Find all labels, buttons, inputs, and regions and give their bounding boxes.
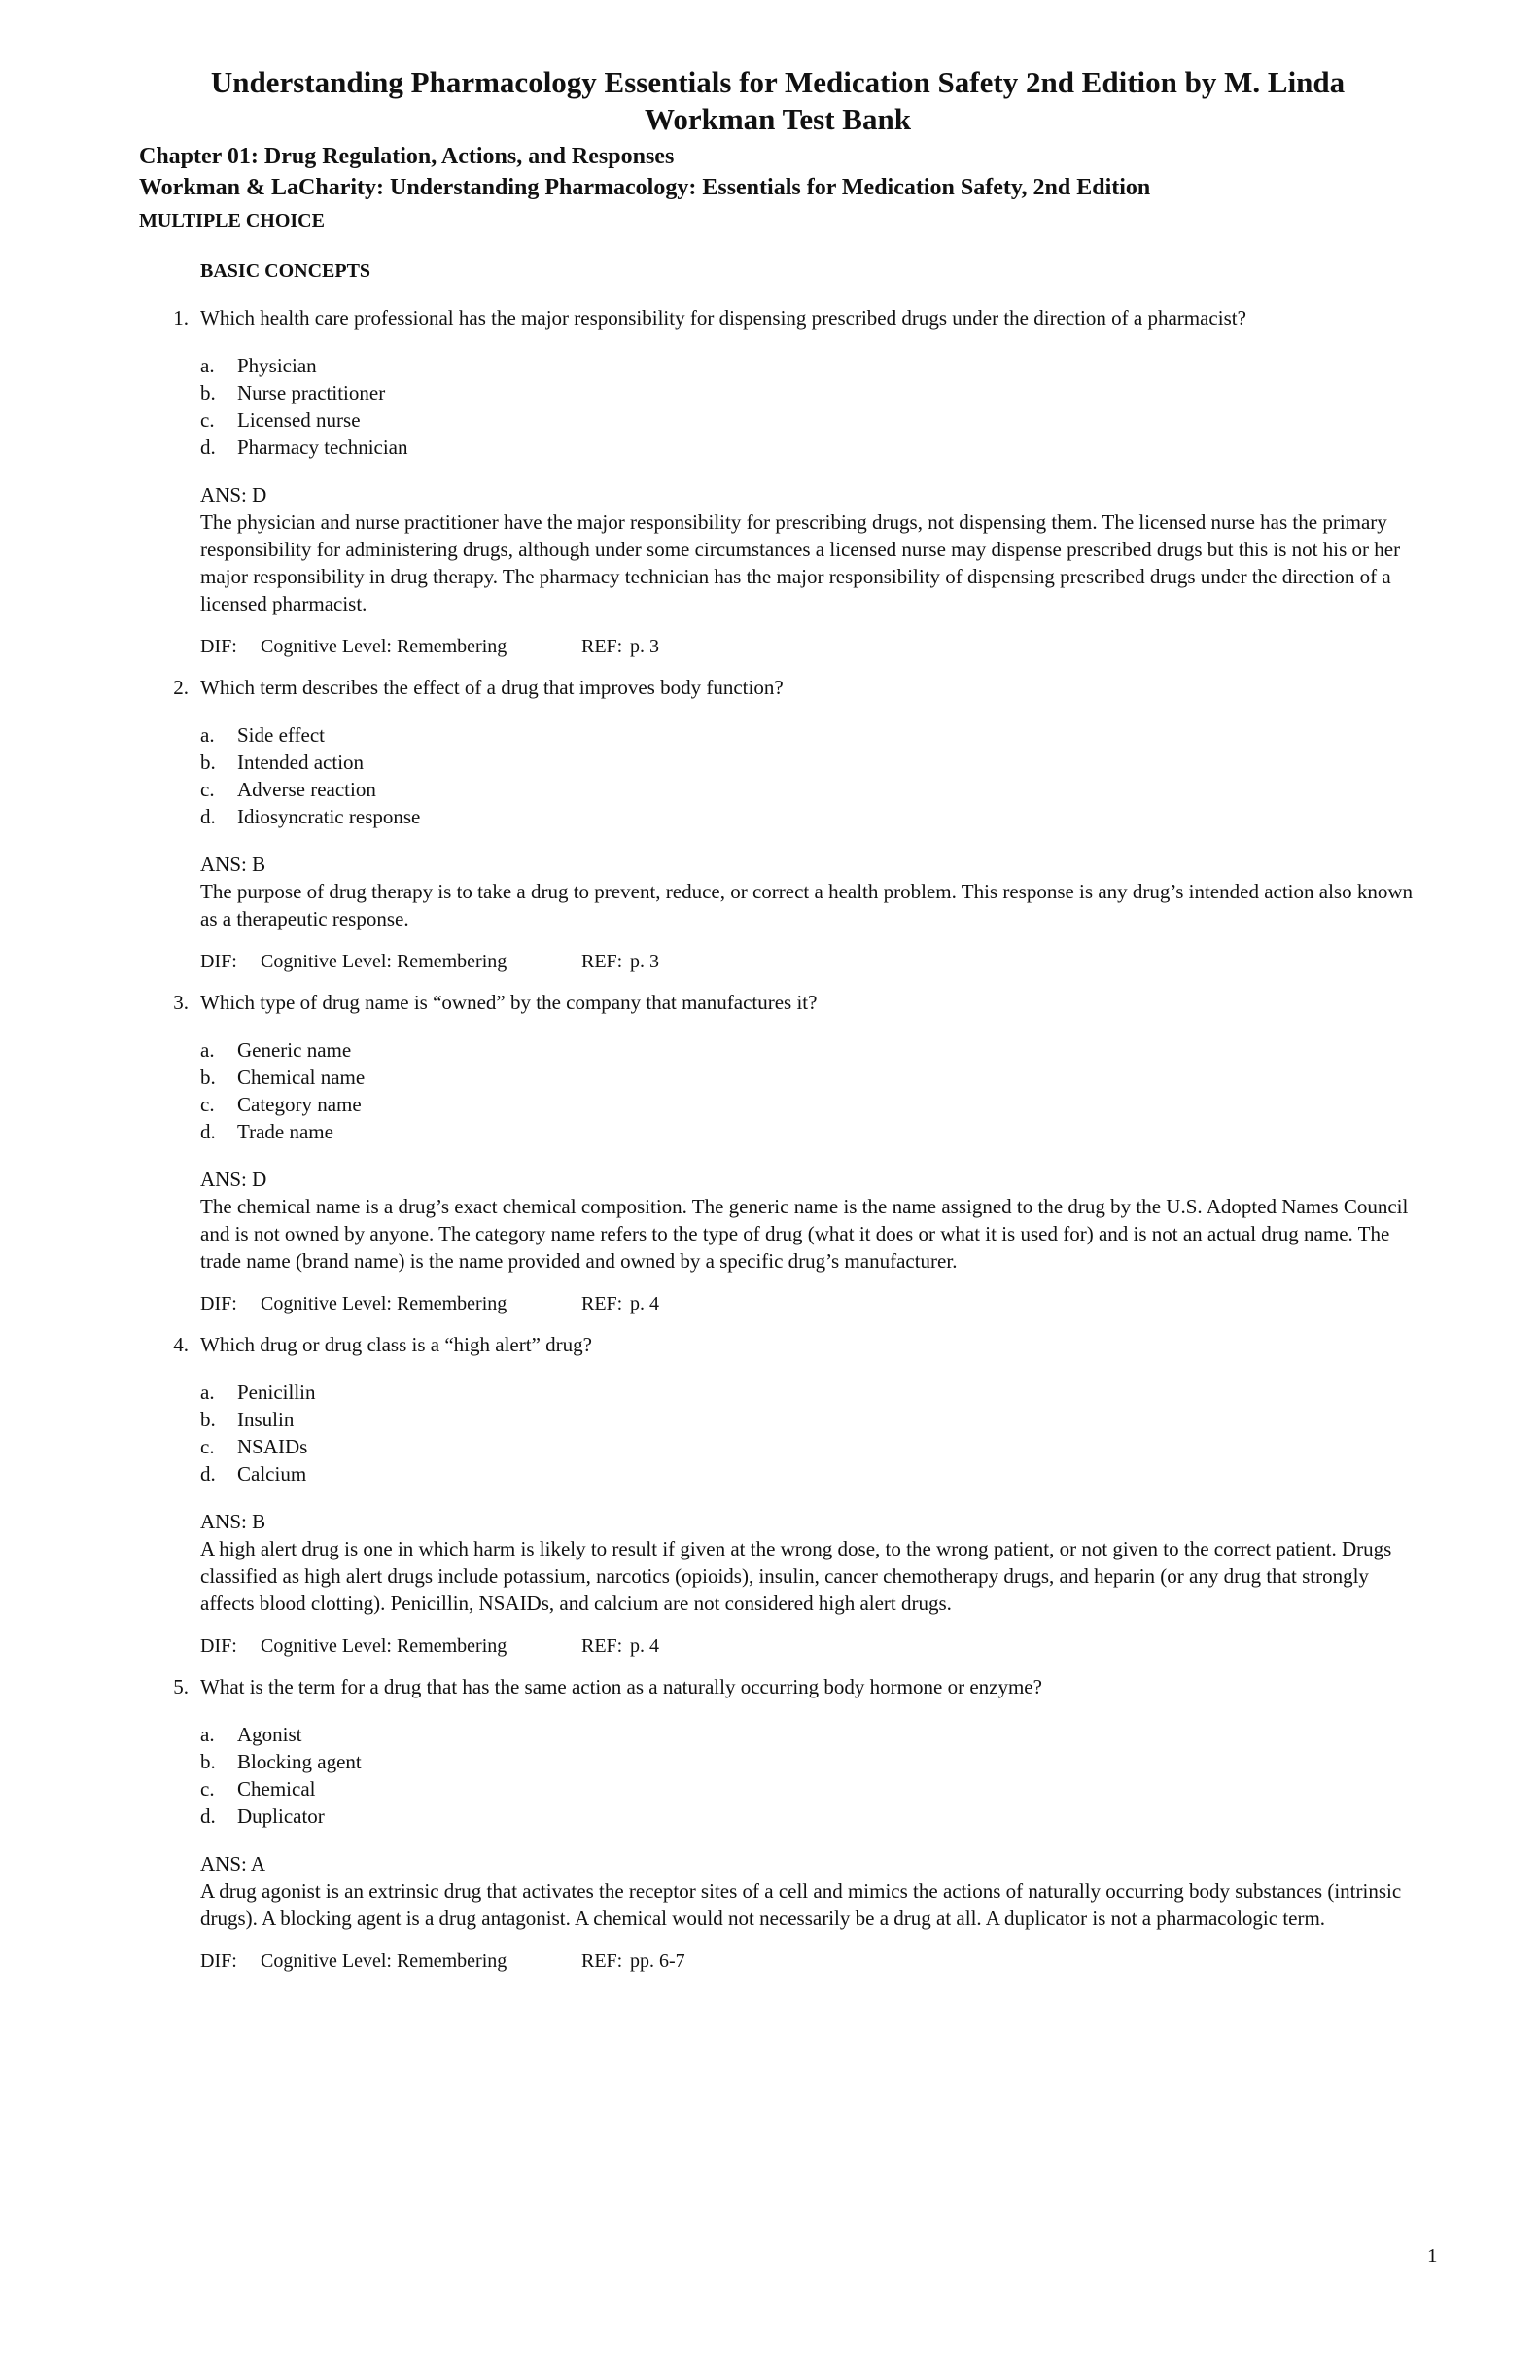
reference-page: pp. 6-7	[630, 1950, 685, 1972]
option-letter: d.	[200, 805, 216, 828]
reference-label: REF:	[581, 1950, 623, 1972]
option-text: Idiosyncratic response	[237, 805, 421, 828]
reference-label: REF:	[581, 951, 623, 972]
question-item	[0, 1331, 1540, 1660]
answer-options	[200, 352, 1540, 461]
difficulty-label: DIF:	[200, 1635, 237, 1657]
question-number: 5.	[173, 1675, 189, 1698]
question-number: 2.	[173, 676, 189, 699]
question-item	[0, 989, 1540, 1317]
option-letter: b.	[200, 751, 216, 774]
difficulty-label: DIF:	[200, 951, 237, 972]
answer-option	[200, 1721, 1540, 1748]
cognitive-level: Cognitive Level: Remembering	[261, 636, 508, 657]
answer-option	[200, 1748, 1540, 1775]
option-text: Generic name	[237, 1038, 352, 1062]
answer-option	[200, 1802, 1540, 1830]
option-text: Physician	[237, 354, 317, 377]
option-text: Chemical	[237, 1777, 316, 1801]
question-item	[0, 304, 1540, 660]
cognitive-level: Cognitive Level: Remembering	[261, 1293, 508, 1314]
difficulty-label: DIF:	[200, 636, 237, 657]
answer-option	[200, 803, 1540, 830]
answer-options	[200, 1721, 1540, 1830]
question-stem: Which term describes the effect of a drug that improves body function?	[200, 676, 784, 699]
answer-option	[200, 406, 1540, 434]
option-letter: c.	[200, 1777, 215, 1801]
answer-rationale: The chemical name is a drug’s exact chemical composition. The generic name is the name assigned to the drug by the U.S. Adopted Names Council and is not owned by anyone. The category name refers to the type of drug (what it does or what it is used for) and is not an actual drug name. The trade name (brand name) is the name provided and owned by a specific drug’s manufacturer.	[200, 1195, 1409, 1273]
option-text: Adverse reaction	[237, 778, 376, 801]
difficulty-label: DIF:	[200, 1950, 237, 1972]
option-letter: c.	[200, 408, 215, 432]
option-text: Blocking agent	[237, 1750, 362, 1773]
answer-key: ANS: D	[200, 483, 267, 507]
option-letter: b.	[200, 1066, 216, 1089]
option-text: Licensed nurse	[237, 408, 361, 432]
reference-page: p. 3	[630, 951, 659, 972]
answer-option	[200, 379, 1540, 406]
answer-rationale: The purpose of drug therapy is to take a drug to prevent, reduce, or correct a health problem. This response is any drug’s intended action also known as a therapeutic response.	[200, 880, 1413, 930]
question-number: 3.	[173, 991, 189, 1014]
option-letter: a.	[200, 1723, 215, 1746]
question-stem: Which drug or drug class is a “high alert” drug?	[200, 1333, 592, 1356]
difficulty-label: DIF:	[200, 1293, 237, 1314]
answer-option	[200, 749, 1540, 776]
answer-option	[200, 776, 1540, 803]
question-stem: What is the term for a drug that has the same action as a naturally occurring body hormone or enzyme?	[200, 1675, 1042, 1698]
question-meta	[200, 1290, 1540, 1317]
option-letter: c.	[200, 1093, 215, 1116]
document-title: Understanding Pharmacology Essentials for Medication Safety 2nd Edition by M. Linda Workman Test Bank	[210, 65, 1346, 136]
answer-rationale: A high alert drug is one in which harm is likely to result if given at the wrong dose, to the wrong patient, or not given to the correct patient. Drugs classified as high alert drugs include potassium, narcotics (opioids), insulin, cancer chemotherapy drugs, and heparin (or any drug that strongly affects blood clotting). Penicillin, NSAIDs, and calcium are not considered high alert drugs.	[200, 1537, 1392, 1615]
question-meta	[200, 633, 1540, 660]
option-letter: b.	[200, 1750, 216, 1773]
answer-option	[200, 1775, 1540, 1802]
option-text: Calcium	[237, 1462, 307, 1486]
answer-key: ANS: A	[200, 1852, 266, 1875]
question-meta	[200, 1632, 1540, 1660]
answer-key: ANS: B	[200, 853, 266, 876]
option-text: NSAIDs	[237, 1435, 308, 1458]
option-text: Trade name	[237, 1120, 333, 1143]
option-text: Category name	[237, 1093, 362, 1116]
option-text: Penicillin	[237, 1381, 316, 1404]
reference-page: p. 3	[630, 636, 659, 657]
page-number: 1	[1427, 2244, 1438, 2267]
option-text: Duplicator	[237, 1804, 325, 1828]
answer-option	[200, 1064, 1540, 1091]
option-letter: b.	[200, 1408, 216, 1431]
answer-option	[200, 1433, 1540, 1460]
answer-options	[200, 1036, 1540, 1145]
option-text: Insulin	[237, 1408, 295, 1431]
book-reference: Workman & LaCharity: Understanding Pharmacology: Essentials for Medication Safety, 2nd Edition	[139, 175, 1151, 200]
option-letter: d.	[200, 1120, 216, 1143]
reference-label: REF:	[581, 1293, 623, 1314]
answer-option	[200, 1091, 1540, 1118]
cognitive-level: Cognitive Level: Remembering	[261, 1635, 508, 1657]
option-letter: d.	[200, 436, 216, 459]
answer-rationale: The physician and nurse practitioner have the major responsibility for prescribing drugs, not dispensing them. The licensed nurse has the primary responsibility for administering drugs, although under some circumstances a licensed nurse may dispense prescribed drugs but this is not his or her major responsibility in drug therapy. The pharmacy technician has the major responsibility of dispensing prescribed drugs under the direction of a licensed pharmacist.	[200, 510, 1401, 615]
cognitive-level: Cognitive Level: Remembering	[261, 951, 508, 972]
question-list	[0, 304, 1540, 1988]
option-letter: b.	[200, 381, 216, 404]
answer-rationale: A drug agonist is an extrinsic drug that activates the receptor sites of a cell and mimics the actions of naturally occurring body substances (intrinsic drugs). A blocking agent is a drug antagonist. A chemical would not necessarily be a drug at all. A duplicator is not a pharmacologic term.	[200, 1879, 1402, 1930]
answer-option	[200, 1406, 1540, 1433]
chapter-heading: Chapter 01: Drug Regulation, Actions, and Responses	[139, 144, 675, 169]
option-letter: d.	[200, 1804, 216, 1828]
reference-page: p. 4	[630, 1635, 659, 1657]
answer-option	[200, 434, 1540, 461]
section-heading: MULTIPLE CHOICE	[139, 210, 325, 231]
answer-option	[200, 1118, 1540, 1145]
option-letter: c.	[200, 1435, 215, 1458]
option-letter: a.	[200, 723, 215, 747]
option-text: Intended action	[237, 751, 365, 774]
answer-options	[200, 721, 1540, 830]
reference-label: REF:	[581, 636, 623, 657]
question-stem: Which health care professional has the major responsibility for dispensing prescribed drugs under the direction of a pharmacist?	[200, 306, 1246, 330]
answer-options	[200, 1379, 1540, 1488]
option-letter: a.	[200, 1038, 215, 1062]
option-text: Agonist	[237, 1723, 302, 1746]
subsection-heading: BASIC CONCEPTS	[200, 261, 371, 282]
cognitive-level: Cognitive Level: Remembering	[261, 1950, 508, 1972]
answer-option	[200, 1460, 1540, 1488]
question-number: 1.	[173, 306, 189, 330]
option-letter: d.	[200, 1462, 216, 1486]
question-item	[0, 1673, 1540, 1975]
question-number: 4.	[173, 1333, 189, 1356]
option-text: Side effect	[237, 723, 325, 747]
option-letter: a.	[200, 1381, 215, 1404]
answer-option	[200, 352, 1540, 379]
reference-label: REF:	[581, 1635, 623, 1657]
option-letter: c.	[200, 778, 215, 801]
answer-option	[200, 721, 1540, 749]
option-letter: a.	[200, 354, 215, 377]
question-stem: Which type of drug name is “owned” by the company that manufactures it?	[200, 991, 818, 1014]
answer-key: ANS: B	[200, 1510, 266, 1533]
question-item	[0, 674, 1540, 975]
question-meta	[200, 1947, 1540, 1975]
option-text: Pharmacy technician	[237, 436, 408, 459]
answer-option	[200, 1379, 1540, 1406]
option-text: Nurse practitioner	[237, 381, 386, 404]
reference-page: p. 4	[630, 1293, 659, 1314]
question-meta	[200, 948, 1540, 975]
answer-option	[200, 1036, 1540, 1064]
option-text: Chemical name	[237, 1066, 366, 1089]
answer-key: ANS: D	[200, 1168, 267, 1191]
